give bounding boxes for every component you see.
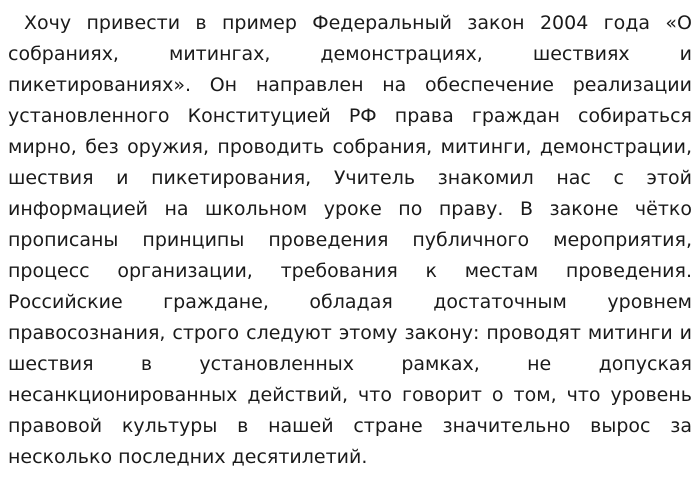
essay-paragraph: Хочу привести в пример Федеральный закон 2004 года «О собраниях, митингах, демонстрациях, шествиях и пикетированиях». Он направлен на обеспечение реализации установленного Конституцией РФ права граждан собираться мирно, без оружия, проводить собрания, митинги, демонстрации, шествия и пикетирования, Учитель знакомил нас с этой информацией на школьном уроке по праву. В законе чётко прописаны принципы проведения публичного мероприятия, процесс организации, требования к местам проведения. Российские граждане, обладая достаточным уровнем правосознания, строго следуют этому закону: проводят митинги и шествия в установленных рамках, не допуская несанкционированных действий, что говорит о том, что уровень правовой культуры в нашей стране значительно вырос за несколько последних десятилетий. [8,12,692,468]
